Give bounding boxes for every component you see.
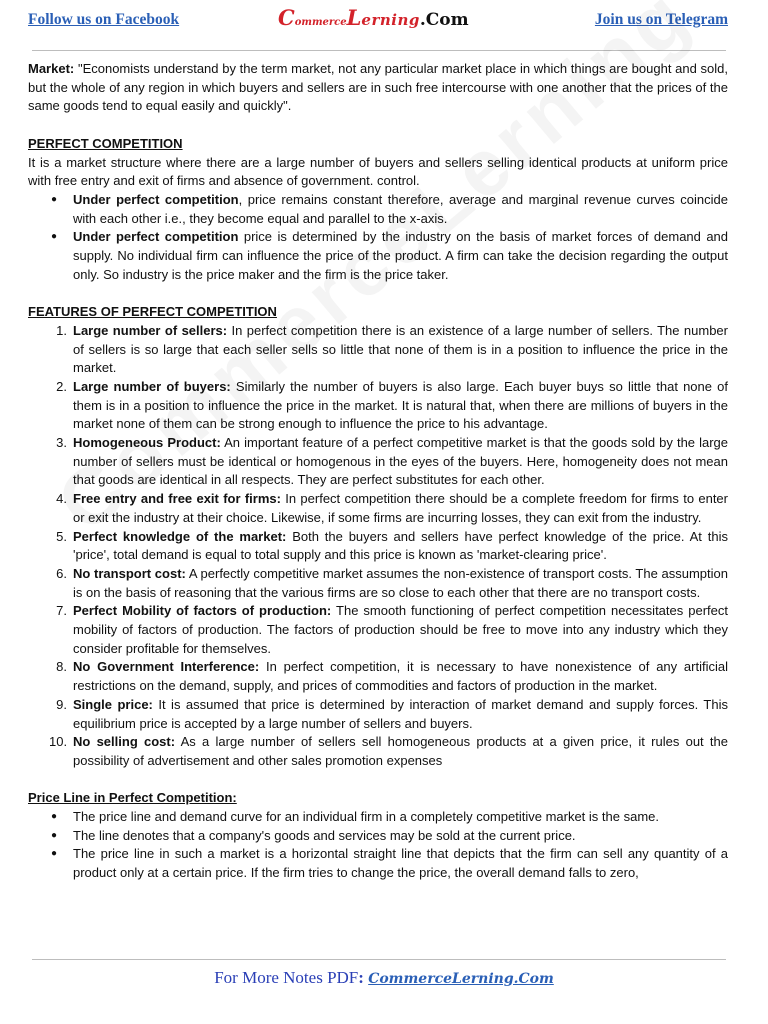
footer-label: For More Notes PDF: [214, 968, 359, 987]
market-definition: [28, 60, 728, 116]
header-divider: [32, 50, 726, 51]
facebook-link[interactable]: Follow us on Facebook: [28, 11, 180, 28]
section-heading-features: FEATURES OF PERFECT COMPETITION: [28, 304, 277, 320]
list-item: 9. Single price: It is assumed that price is determined by interaction of market demand and supply forces. This equilibrium price is accepted by a large number of sellers and buyers.: [56, 696, 728, 731]
page-header: [28, 6, 728, 34]
features-list: [28, 322, 728, 771]
list-item: 10. No selling cost: As a large number of sellers sell homogeneous products at a given price, it rules out the possibility of advertisement and other sales promotion expenses: [49, 734, 728, 768]
footer-divider: [32, 959, 726, 960]
list-item: 6. No transport cost: A perfectly competitive market assumes the non-existence of transport costs. The assumption is on the basis of reasoning that the various firms are so close to each other that there are no transport costs.: [56, 565, 729, 600]
footer-colon: :: [358, 968, 364, 987]
telegram-link[interactable]: Join us on Telegram: [594, 11, 728, 28]
list-item: ● The price line in such a market is a horizontal straight line that depicts that the firm can sell any quantity of a product only at a certain price. If the firm tries to change the price, the overall demand falls to zero,: [73, 845, 728, 882]
list-item: ● The line denotes that a company's goods and services may be sold at the current price.: [73, 827, 728, 846]
list-item: 5. Perfect knowledge of the market: Both the buyers and sellers have perfect knowledge of the price. At this 'price', total demand is equal to total supply and this price is known as 'market-clearing price'.: [56, 528, 728, 563]
price-line-bullets: [28, 808, 728, 883]
perfect-competition-definition: It is a market structure where there are a large number of buyers and sellers selling identical products at uniform price with free entry and exit of firms and absence of government. control.: [28, 154, 728, 189]
list-item: ● Under perfect competition, price remains constant therefore, average and marginal revenue curves coincide with each other i.e., they become equal and parallel to the x-axis.: [73, 191, 728, 228]
section-heading-price-line: Price Line in Perfect Competition:: [28, 790, 237, 806]
list-item: 7. Perfect Mobility of factors of production: The smooth functioning of perfect competition necessitates perfect mobility of factors of production. The factors of production should be free to move into any industry which they consider profitable for themselves.: [56, 603, 728, 656]
perfect-competition-bullets: [28, 191, 728, 285]
footer-site-link[interactable]: CommerceLerning.Com: [368, 971, 554, 987]
list-item: 3. Homogeneous Product: An important feature of a perfect competitive market is that the goods sold by the large number of sellers must be identical or homogenous in the eyes of the buyers. Here, homogeneity does not mean that goods are identical in all respects. They are perfect substitutes for each other.: [56, 435, 728, 488]
list-item: ● Under perfect competition price is determined by the industry on the basis of market forces of demand and supply. No individual firm can influence the price of the product. A firm can take the decision regarding the output only. So industry is the price maker and the firm is the price taker.: [73, 228, 728, 284]
list-item: 1. Large number of sellers: In perfect competition there is an existence of a large number of sellers. The number of sellers is so large that each seller sells so little that none of them is in a position to influence the price in the market.: [56, 322, 728, 376]
list-item: ● The price line and demand curve for an individual firm in a completely competitive market is the same.: [73, 808, 728, 827]
page-footer: [0, 968, 768, 988]
market-label: Market:: [28, 61, 75, 76]
site-logo[interactable]: CommerceLerning.Com: [278, 5, 469, 30]
list-item: 2. Large number of buyers: Similarly the number of buyers is also large. Each buyer buys so little that none of them is in a position to influence the price in the market. It is natural that, when there are millions of buyers in the market none of them can be strong enough to influence the price to his advantage.: [56, 378, 728, 432]
section-heading-perfect-competition: PERFECT COMPETITION: [28, 135, 183, 151]
market-quote: "Economists understand by the term market, not any particular market place in which things are bought and sold, but the whole of any region in which buyers and sellers are in such free intercourse with one another that the prices of the same goods tend to equal easily and quickly".: [28, 61, 728, 114]
list-item: 8. No Government Interference: In perfect competition, it is necessary to have nonexistence of any artificial restrictions on the demand, supply, and prices of commodities and factors of production in the market.: [56, 659, 729, 694]
document-body: [28, 60, 728, 883]
list-item: 4. Free entry and free exit for firms: In perfect competition there should be a complete freedom for firms to enter or exit the industry at their choice. Likewise, if some firms are incurring losses, they can exit from the industry.: [56, 491, 728, 525]
